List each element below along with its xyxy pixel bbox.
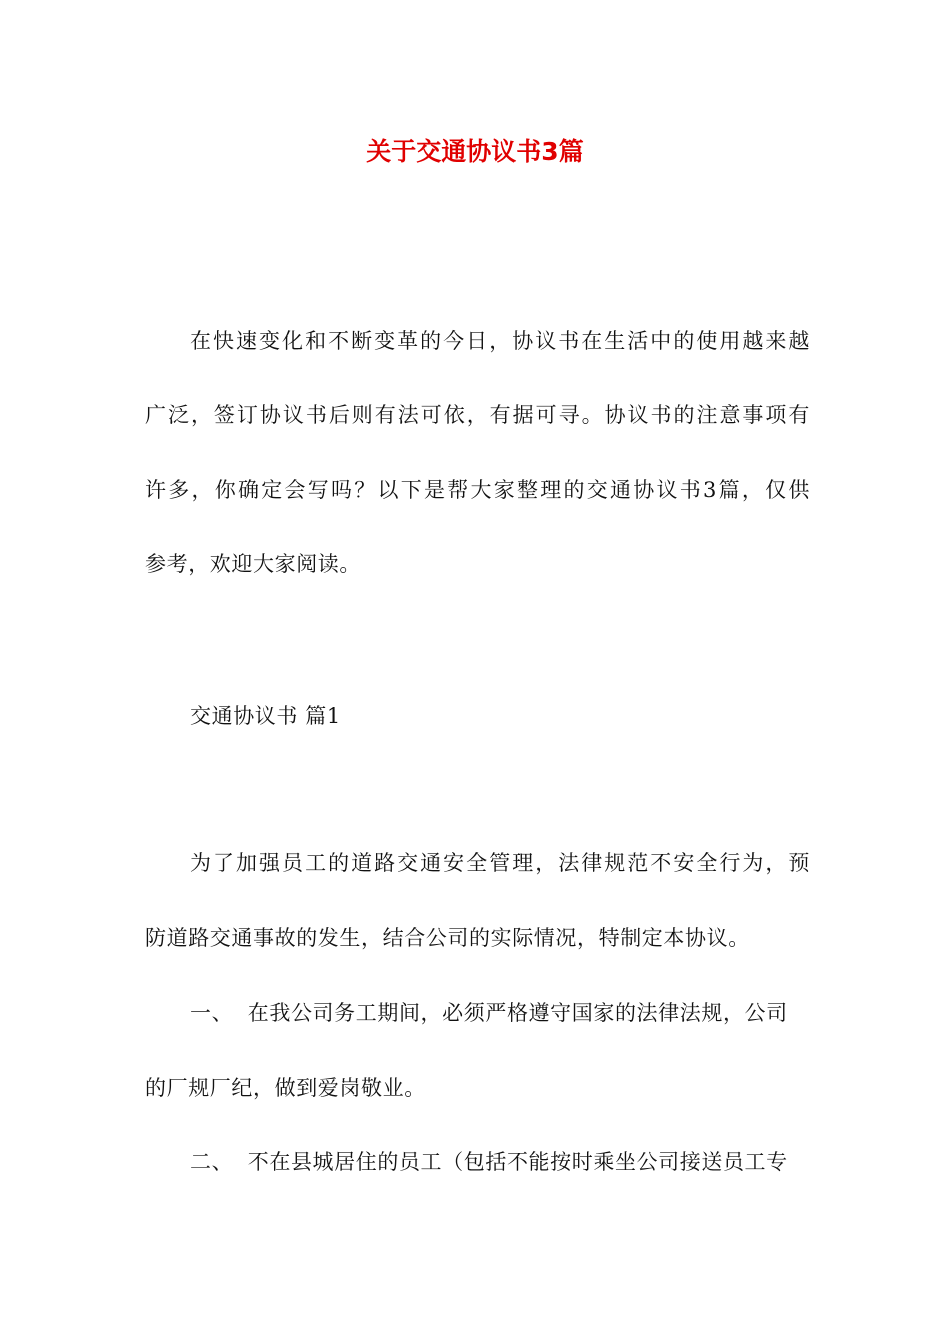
- para1-line-1: 为了加强员工的道路交通安全管理，法律规范不安全行为，预: [190, 851, 810, 875]
- section-heading: 交通协议书 篇1: [190, 704, 341, 728]
- intro-line-4: 参考，欢迎大家阅读。: [145, 552, 361, 576]
- document-title: 关于交通协议书3篇: [366, 137, 584, 166]
- item2-line-1: 二、 不在县城居住的员工（包括不能按时乘坐公司接送员工专: [190, 1150, 788, 1174]
- item1-line-1: 一、 在我公司务工期间，必须严格遵守国家的法律法规，公司: [190, 1001, 788, 1025]
- para1-line-2: 防道路交通事故的发生，结合公司的实际情况，特制定本协议。: [145, 926, 750, 950]
- intro-line-2: 广泛，签订协议书后则有法可依，有据可寻。协议书的注意事项有: [145, 403, 810, 427]
- intro-line-1: 在快速变化和不断变革的今日，协议书在生活中的使用越来越: [190, 329, 810, 353]
- intro-line-3: 许多，你确定会写吗？以下是帮大家整理的交通协议书3篇，仅供: [145, 478, 810, 502]
- item1-line-2: 的厂规厂纪，做到爱岗敬业。: [145, 1076, 426, 1100]
